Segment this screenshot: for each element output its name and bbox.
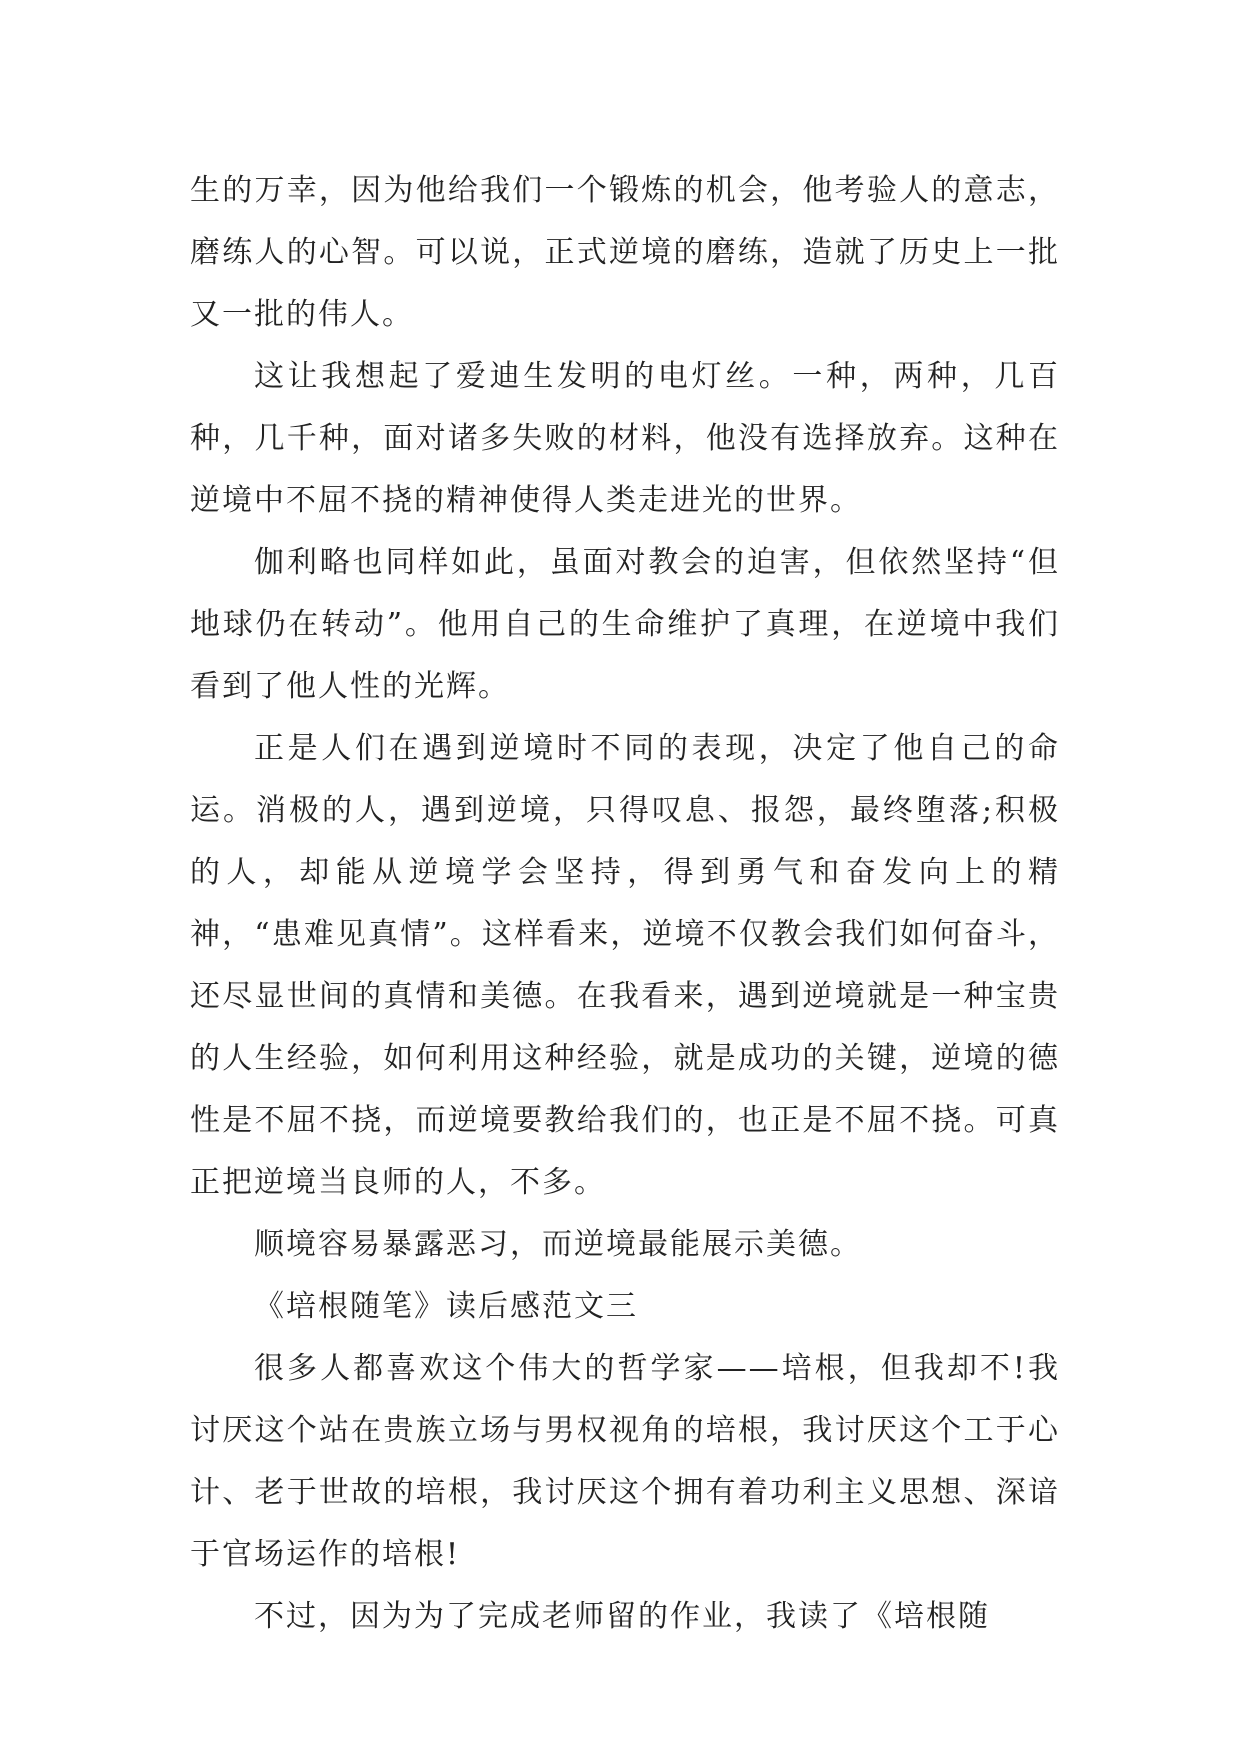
paragraph: 生的万幸，因为他给我们一个锻炼的机会，他考验人的意志，磨练人的心智。可以说，正式逆境的磨练，造就了历史上一批又一批的伟人。 xyxy=(190,173,1060,332)
paragraph: 正是人们在遇到逆境时不同的表现，决定了他自己的命运。消极的人，遇到逆境，只得叹息、报怨，最终堕落;积极的人，却能从逆境学会坚持，得到勇气和奋发向上的精神，“患难见真情”。这样看来，逆境不仅教会我们如何奋斗，还尽显世间的真情和美德。在我看来，遇到逆境就是一种宝贵的人生经验，如何利用这种经验，就是成功的关键，逆境的德性是不屈不挠，而逆境要教给我们的，也正是不屈不挠。可真正把逆境当良师的人，不多。 xyxy=(190,731,1060,1200)
paragraph: 伽利略也同样如此，虽面对教会的迫害，但依然坚持“但地球仍在转动”。他用自己的生命维护了真理，在逆境中我们看到了他人性的光辉。 xyxy=(190,545,1060,704)
paragraph: 很多人都喜欢这个伟大的哲学家——培根，但我却不!我讨厌这个站在贵族立场与男权视角的培根，我讨厌这个工于心计、老于世故的培根，我讨厌这个拥有着功利主义思想、深谙于官场运作的培根! xyxy=(190,1351,1060,1572)
paragraph: 这让我想起了爱迪生发明的电灯丝。一种，两种，几百种，几千种，面对诸多失败的材料，他没有选择放弃。这种在逆境中不屈不挠的精神使得人类走进光的世界。 xyxy=(190,359,1060,518)
document-body xyxy=(190,160,1060,1648)
section-heading: 《培根随笔》读后感范文三 xyxy=(254,1289,638,1324)
paragraph: 不过，因为为了完成老师留的作业，我读了《培根随 xyxy=(254,1599,990,1634)
paragraph: 顺境容易暴露恶习，而逆境最能展示美德。 xyxy=(254,1227,862,1262)
